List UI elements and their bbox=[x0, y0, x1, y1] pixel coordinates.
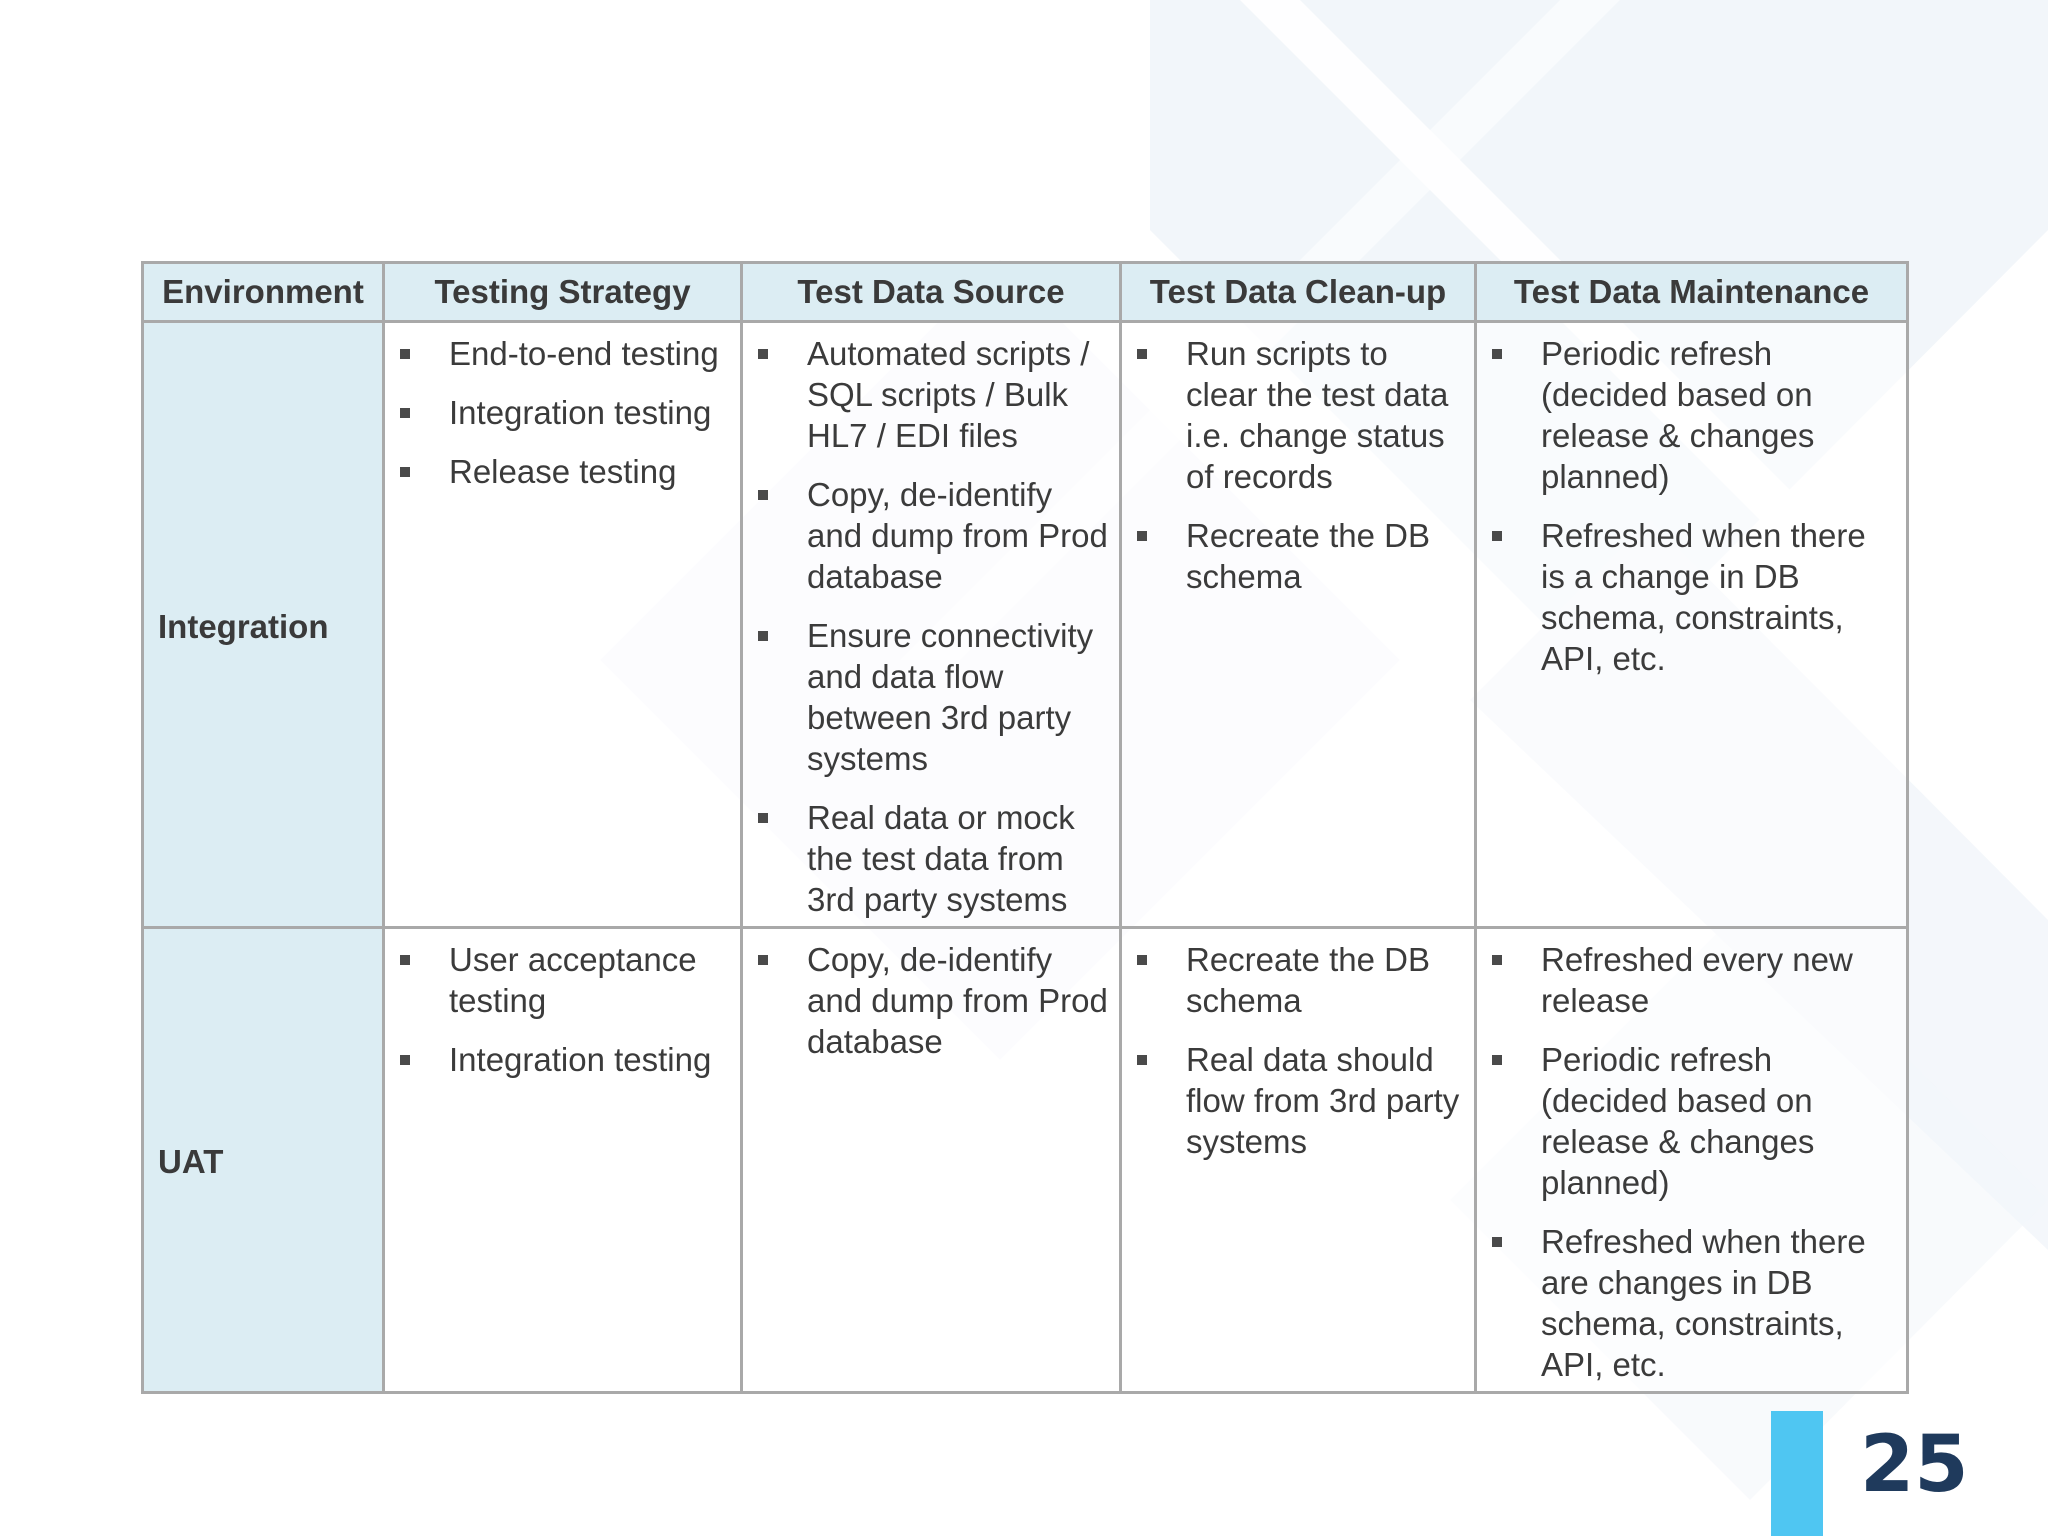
list-item: Run scripts to clear the test data i.e. change status of records bbox=[1136, 333, 1466, 497]
list-item: Periodic refresh (decided based on release & changes planned) bbox=[1491, 1039, 1898, 1203]
list-item: Integration testing bbox=[399, 392, 732, 433]
bullet-list bbox=[757, 939, 1111, 1062]
list-item: Real data should flow from 3rd party systems bbox=[1136, 1039, 1466, 1162]
environment-cell: Integration bbox=[143, 322, 384, 928]
test-data-maintenance-cell bbox=[1476, 928, 1908, 1393]
bullet-list bbox=[1136, 333, 1466, 597]
page-number: 25 bbox=[1860, 1420, 1969, 1510]
list-item: Real data or mock the test data from 3rd party systems bbox=[757, 797, 1111, 920]
list-item: Refreshed every new release bbox=[1491, 939, 1898, 1021]
header-test-data-maintenance: Test Data Maintenance bbox=[1476, 263, 1908, 322]
list-item: Recreate the DB schema bbox=[1136, 515, 1466, 597]
table-header-row bbox=[143, 263, 1908, 322]
list-item: User acceptance testing bbox=[399, 939, 732, 1021]
bullet-list bbox=[1491, 333, 1898, 679]
list-item: Automated scripts / SQL scripts / Bulk HL7 / EDI files bbox=[757, 333, 1111, 456]
list-item: End-to-end testing bbox=[399, 333, 732, 374]
test-data-cleanup-cell bbox=[1121, 928, 1476, 1393]
test-data-maintenance-cell bbox=[1476, 322, 1908, 928]
environment-cell: UAT bbox=[143, 928, 384, 1393]
bullet-list bbox=[757, 333, 1111, 920]
test-data-source-cell bbox=[742, 322, 1121, 928]
list-item: Refreshed when there is a change in DB schema, constraints, API, etc. bbox=[1491, 515, 1898, 679]
list-item: Recreate the DB schema bbox=[1136, 939, 1466, 1021]
table-row-integration bbox=[143, 322, 1908, 928]
list-item: Integration testing bbox=[399, 1039, 732, 1080]
header-test-data-source: Test Data Source bbox=[742, 263, 1121, 322]
test-data-source-cell bbox=[742, 928, 1121, 1393]
bullet-list bbox=[399, 333, 732, 492]
test-data-table bbox=[141, 261, 1909, 1394]
test-data-cleanup-cell bbox=[1121, 322, 1476, 928]
header-test-data-cleanup: Test Data Clean-up bbox=[1121, 263, 1476, 322]
page-number-accent-bar bbox=[1771, 1411, 1823, 1536]
header-testing-strategy: Testing Strategy bbox=[384, 263, 742, 322]
testing-strategy-cell bbox=[384, 322, 742, 928]
header-environment: Environment bbox=[143, 263, 384, 322]
bullet-list bbox=[1136, 939, 1466, 1162]
bullet-list bbox=[1491, 939, 1898, 1385]
table-row-uat bbox=[143, 928, 1908, 1393]
list-item: Ensure connectivity and data flow between 3rd party systems bbox=[757, 615, 1111, 779]
bullet-list bbox=[399, 939, 732, 1080]
testing-strategy-cell bbox=[384, 928, 742, 1393]
list-item: Copy, de-identify and dump from Prod database bbox=[757, 939, 1111, 1062]
list-item: Copy, de-identify and dump from Prod database bbox=[757, 474, 1111, 597]
list-item: Refreshed when there are changes in DB schema, constraints, API, etc. bbox=[1491, 1221, 1898, 1385]
list-item: Release testing bbox=[399, 451, 732, 492]
list-item: Periodic refresh (decided based on release & changes planned) bbox=[1491, 333, 1898, 497]
